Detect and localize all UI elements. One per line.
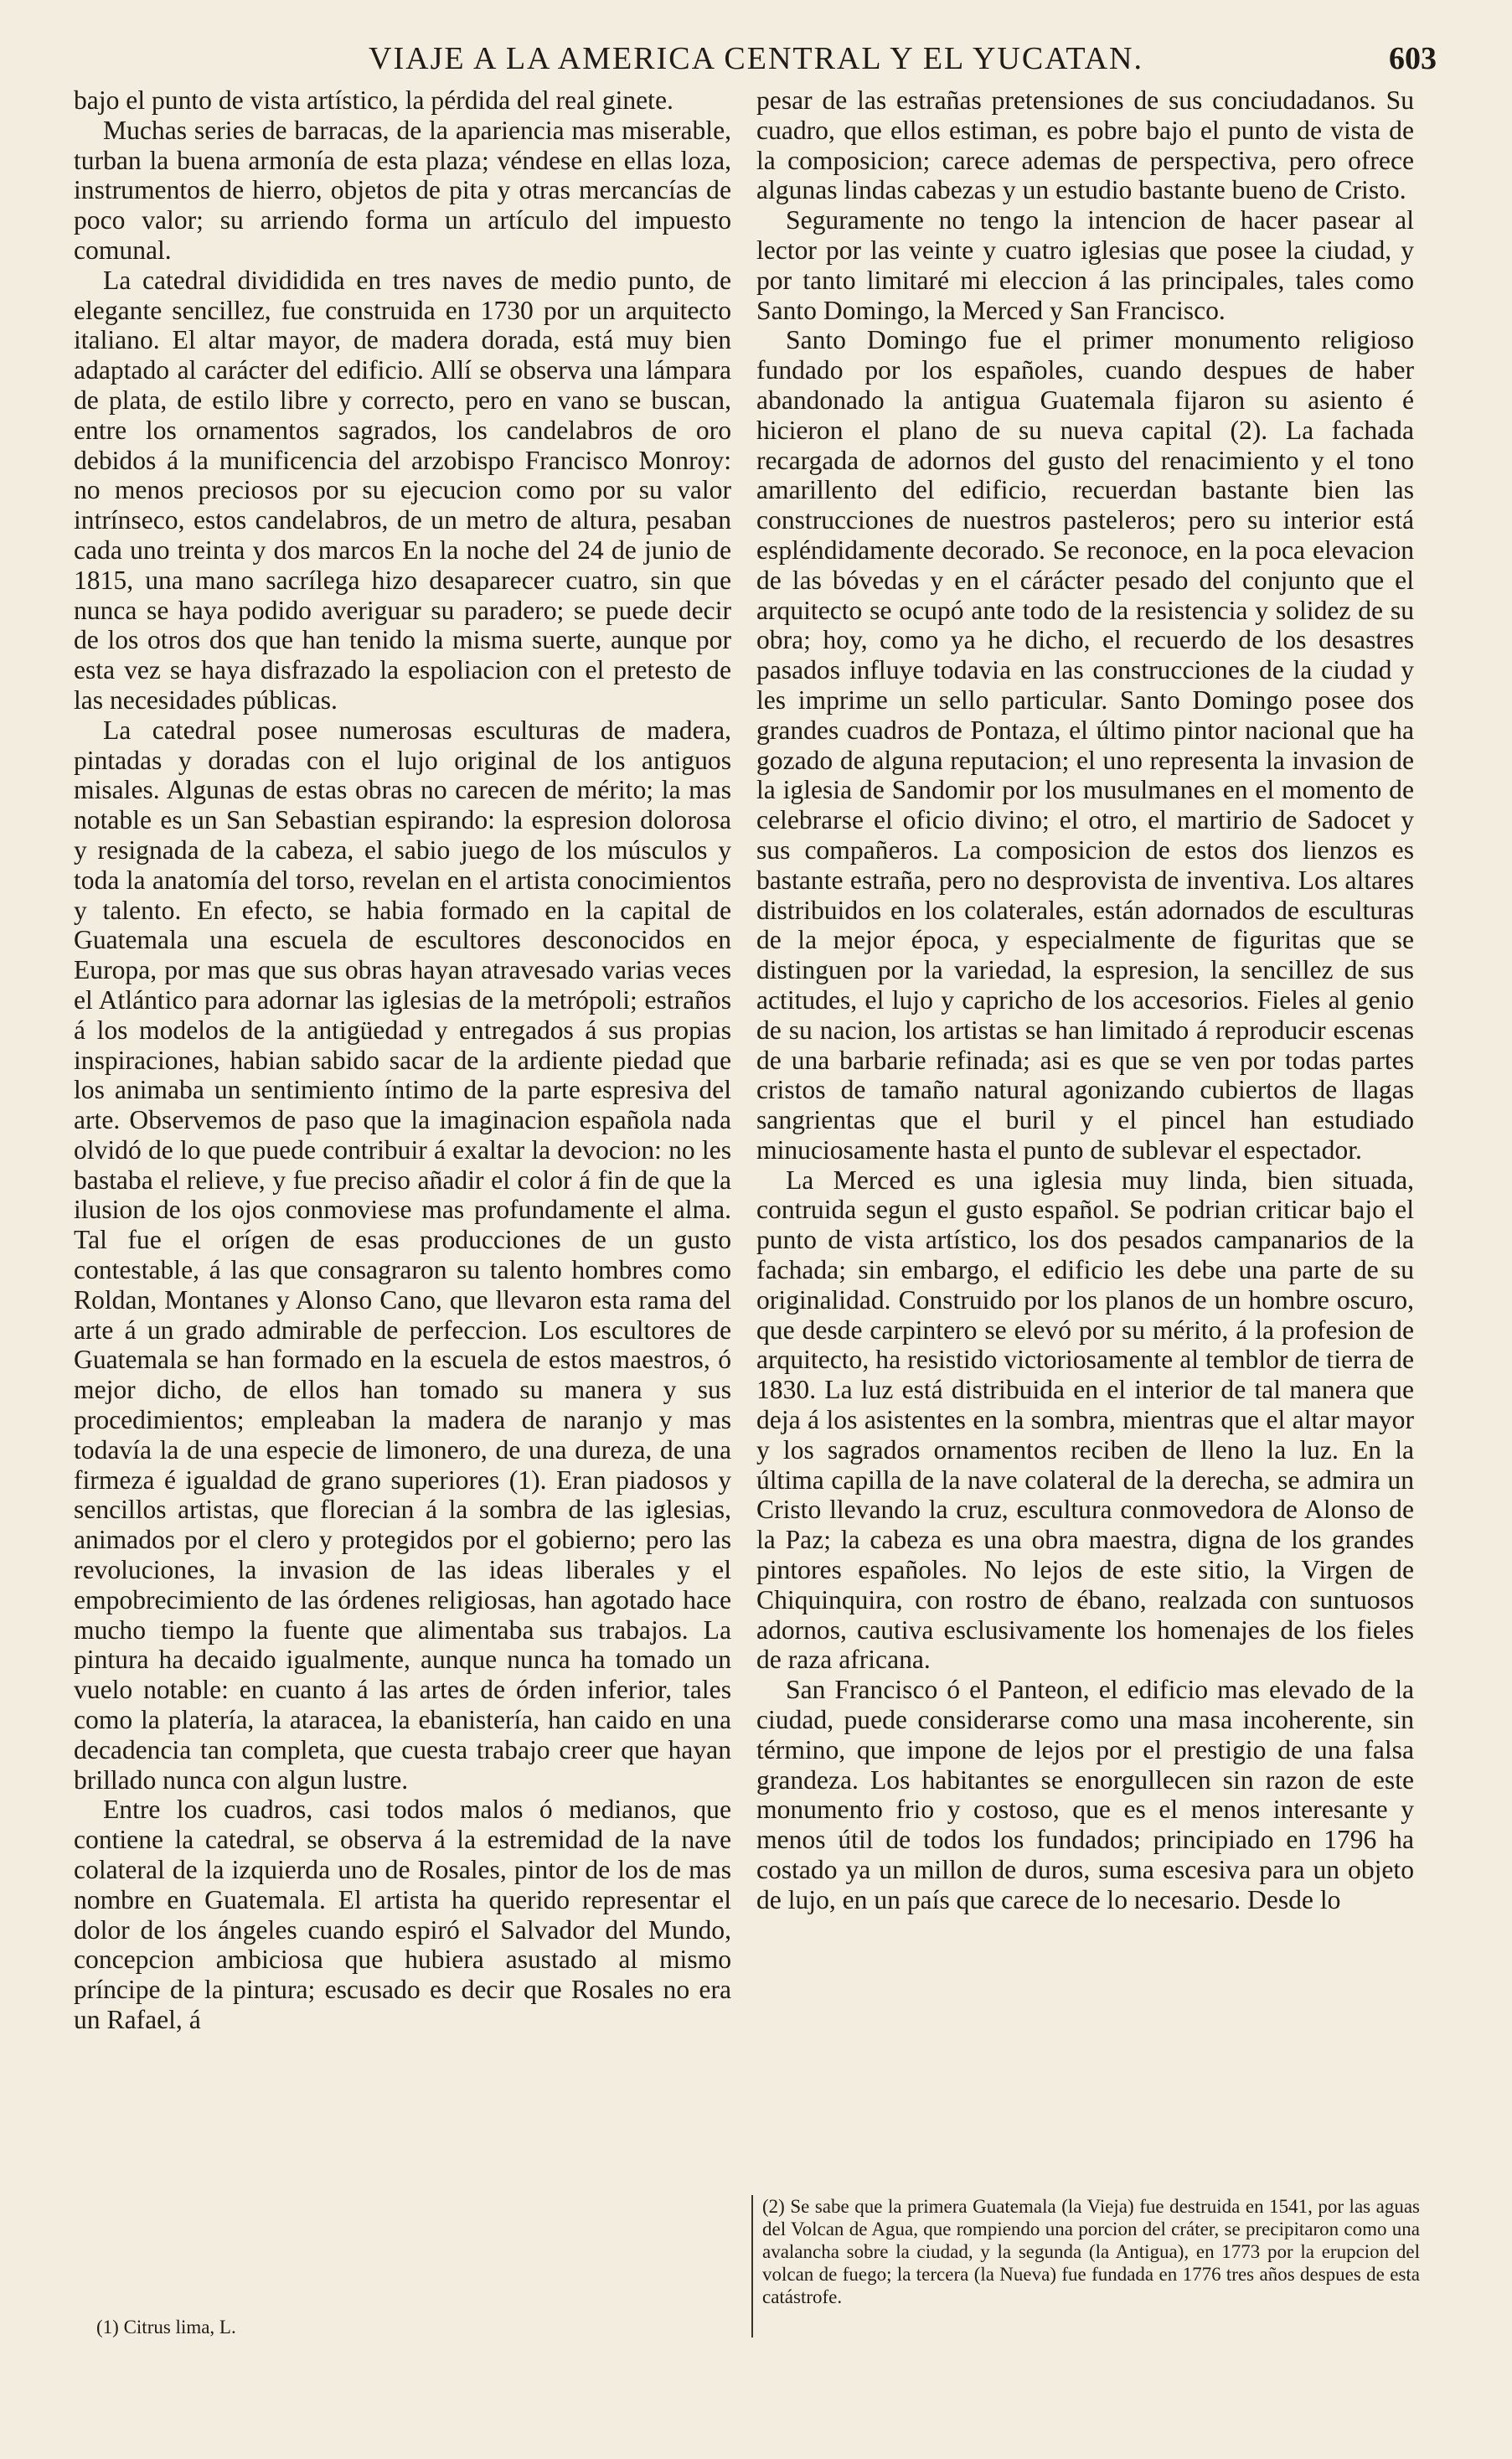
paragraph: La catedral divididida en tres naves de medio punto, de elegante sencillez, fue construida en 1730 por un arquitecto italiano. El altar mayor, de madera dorada, está muy bien adaptado al carácter del edificio. Allí se observa una lámpara de plata, de estilo libre y correcto, pero en vano se buscan, entre los ornamentos sagrados, los candelabros de oro debidos á la munificencia del arzobispo Francisco Monroy: no menos preciosos por su ejecucion como por su valor intrínseco, estos candelabros, de un metro de altura, pesaban cada uno treinta y dos marcos En la noche del 24 de junio de 1815, una mano sacrílega hizo desaparecer cuatro, sin que nunca se haya podido averiguar su paradero; se puede decir de los otros dos que han tenido la misma suerte, aunque por esta vez se haya disfrazado la espoliacion con el pretesto de las necesidades públicas. [74, 265, 731, 715]
right-column [756, 85, 1414, 1915]
footnote-2: (2) Se sabe que la primera Guatemala (la Vieja) fue destruida en 1541, por las aguas del Volcan de Agua, que rompiendo una porcion del cráter, se precipitaron como una avalancha sobre la ciudad, y la segunda (la Antigua), en 1773 por la erupcion del volcan de fuego; la tercera (la Nueva) fue fundada en 1776 tres años despues de esta catástrofe. [762, 2196, 1420, 2307]
paragraph: San Francisco ó el Panteon, el edificio mas elevado de la ciudad, puede considerarse como una masa incoherente, sin término, que impone de lejos por el prestigio de una falsa grandeza. Los habitantes se enorgullecen sin razon de este monumento frio y costoso, que es el menos interesante y menos útil de todos los fundados; principiado en 1796 ha costado ya un millon de duros, suma escesiva para un objeto de lujo, en un país que carece de lo necesario. Desde lo [756, 1675, 1414, 1914]
paragraph: Seguramente no tengo la intencion de hacer pasear al lector por las veinte y cuatro iglesias que posee la ciudad, y por tanto limitaré mi eleccion á las principales, tales como Santo Domingo, la Merced y San Francisco. [756, 205, 1414, 325]
paragraph: Muchas series de barracas, de la apariencia mas miserable, turban la buena armonía de esta plaza; véndese en ellas loza, instrumentos de hierro, objetos de pita y otras mercancías de poco valor; su arriendo forma un artículo del impuesto comunal. [74, 115, 731, 265]
left-column [74, 85, 731, 2035]
paragraph: La catedral posee numerosas esculturas de madera, pintadas y doradas con el lujo original de los antiguos misales. Algunas de estas obras no carecen de mérito; la mas notable es un San Sebastian espirando: la espresion dolorosa y resignada de la cabeza, el sabio juego de los músculos y toda la anatomía del torso, revelan en el artista conocimientos y talento. En efecto, se habia formado en la capital de Guatemala una escuela de escultores desconocidos en Europa, por mas que sus obras hayan atravesado varias veces el Atlántico para adornar las iglesias de la metrópoli; estraños á los modelos de la antigüedad y entregados á sus propias inspiraciones, habian sabido sacar de la ardiente piedad que los animaba un sentimiento íntimo de la parte espresiva del arte. Observemos de paso que la imaginacion española nada olvidó de lo que puede contribuir á exaltar la devocion: no les bastaba el relieve, y fue preciso añadir el color á fin de que la ilusion de los ojos conmoviese mas profundamente el alma. Tal fue el orígen de esas producciones de un gusto contestable, á las que consagraron su talento hombres como Roldan, Montanes y Alonso Cano, que llevaron esta rama del arte á un grado admirable de perfeccion. Los escultores de Guatemala se han formado en la escuela de estos maestros, ó mejor dicho, de ellos han tomado su manera y sus procedimientos; empleaban la madera de naranjo y mas todavía la de una especie de limonero, de una dureza, de una firmeza é igualdad de grano superiores (1). Eran piadosos y sencillos artistas, que florecian á la sombra de las iglesias, animados por el clero y protegidos por el gobierno; pero las revoluciones, la invasion de las ideas liberales y el empobrecimiento de las órdenes religiosas, han agotado hace mucho tiempo la fuente que alimentaba sus trabajos. La pintura ha decaido igualmente, aunque nunca ha tomado un vuelo notable: en cuanto á las artes de órden inferior, tales como la platería, la ataracea, la ebanistería, han caido en una decadencia tan completa, que cuesta trabajo creer que hayan brillado nunca con algun lustre. [74, 715, 731, 1795]
paragraph: Entre los cuadros, casi todos malos ó medianos, que contiene la catedral, se observa á la estremidad de la nave colateral de la izquierda uno de Rosales, pintor de los de mas nombre en Guatemala. El artista ha querido representar el dolor de los ángeles cuando espiró el Salvador del Mundo, concepcion ambiciosa que hubiera asustado al mismo príncipe de la pintura; escusado es decir que Rosales no era un Rafael, á [74, 1795, 731, 2034]
running-title: VIAJE A LA AMERICA CENTRAL Y EL YUCATAN. [369, 41, 1143, 76]
paragraph: Santo Domingo fue el primer monumento religioso fundado por los españoles, cuando despues de haber abandonado la antigua Guatemala fijaron su asiento é hicieron el plano de su nueva capital (2). La fachada recargada de adornos del gusto del renacimiento y el tono amarillento del edificio, recuerdan bastante bien las construcciones de nuestros pasteleros; pero su interior está espléndidamente decorado. Se reconoce, en la poca elevacion de las bóvedas y en el cárácter pesado del conjunto que el arquitecto se ocupó ante todo de la resistencia y solidez de su obra; hoy, como ya he dicho, el recuerdo de los desastres pasados influye todavia en las construcciones de la ciudad y les imprime un sello particular. Santo Domingo posee dos grandes cuadros de Pontaza, el último pintor nacional que ha gozado de alguna reputacion; el uno representa la invasion de la iglesia de Sandomir por los musulmanes en el momento de celebrarse el oficio divino; el otro, el martirio de Sadocet y sus compañeros. La composicion de estos dos lienzos es bastante estraña, pero no desprovista de inventiva. Los altares distribuidos en los colaterales, están adornados de esculturas de la mejor época, y especialmente de figuritas que se distinguen por la variedad, la espresion, la sencillez de sus actitudes, el lujo y capricho de los accesorios. Fieles al genio de su nacion, los artistas se han limitado á reproducir escenas de una barbarie refinada; asi es que se ven por todas partes cristos de tamaño natural agonizando cubiertos de llagas sangrientas que el buril y el pincel han estudiado minuciosamente hasta el punto de sublevar el espectador. [756, 325, 1414, 1165]
paragraph: La Merced es una iglesia muy linda, bien situada, contruida segun el gusto español. Se podrian criticar bajo el punto de vista artístico, los dos pesados campanarios de la fachada; sin embargo, el edificio les debe una parte de su originalidad. Construido por los planos de un hombre oscuro, que desde carpintero se elevó por su mérito, á la profesion de arquitecto, ha resistido victoriosamente al temblor de tierra de 1830. La luz está distribuida en el interior de tal manera que deja á los asistentes en la sombra, mientras que el altar mayor y los sagrados ornamentos reciben de lleno la luz. En la última capilla de la nave colateral de la derecha, se admira un Cristo llevando la cruz, escultura conmovedora de Alonso de la Paz; la cabeza es una obra maestra, digna de los grandes pintores españoles. No lejos de este sitio, la Virgen de Chiquinquira, con rostro de ébano, realzada con suntuosos adornos, cautiva esclusivamente los homenajes de los fieles de raza africana. [756, 1165, 1414, 1675]
footnote-rule [751, 2195, 753, 2338]
page-number: 603 [1389, 41, 1437, 76]
paragraph: bajo el punto de vista artístico, la pérdida del real ginete. [74, 85, 673, 115]
paragraph: pesar de las estrañas pretensiones de sus conciudadanos. Su cuadro, que ellos estiman, es pobre bajo el punto de vista de la composicion; carece ademas de perspectiva, pero ofrece algunas lindas cabezas y un estudio bastante bueno de Cristo. [756, 85, 1414, 205]
footnote-1: (1) Citrus lima, L. [96, 2317, 236, 2338]
page-header [75, 40, 1437, 82]
